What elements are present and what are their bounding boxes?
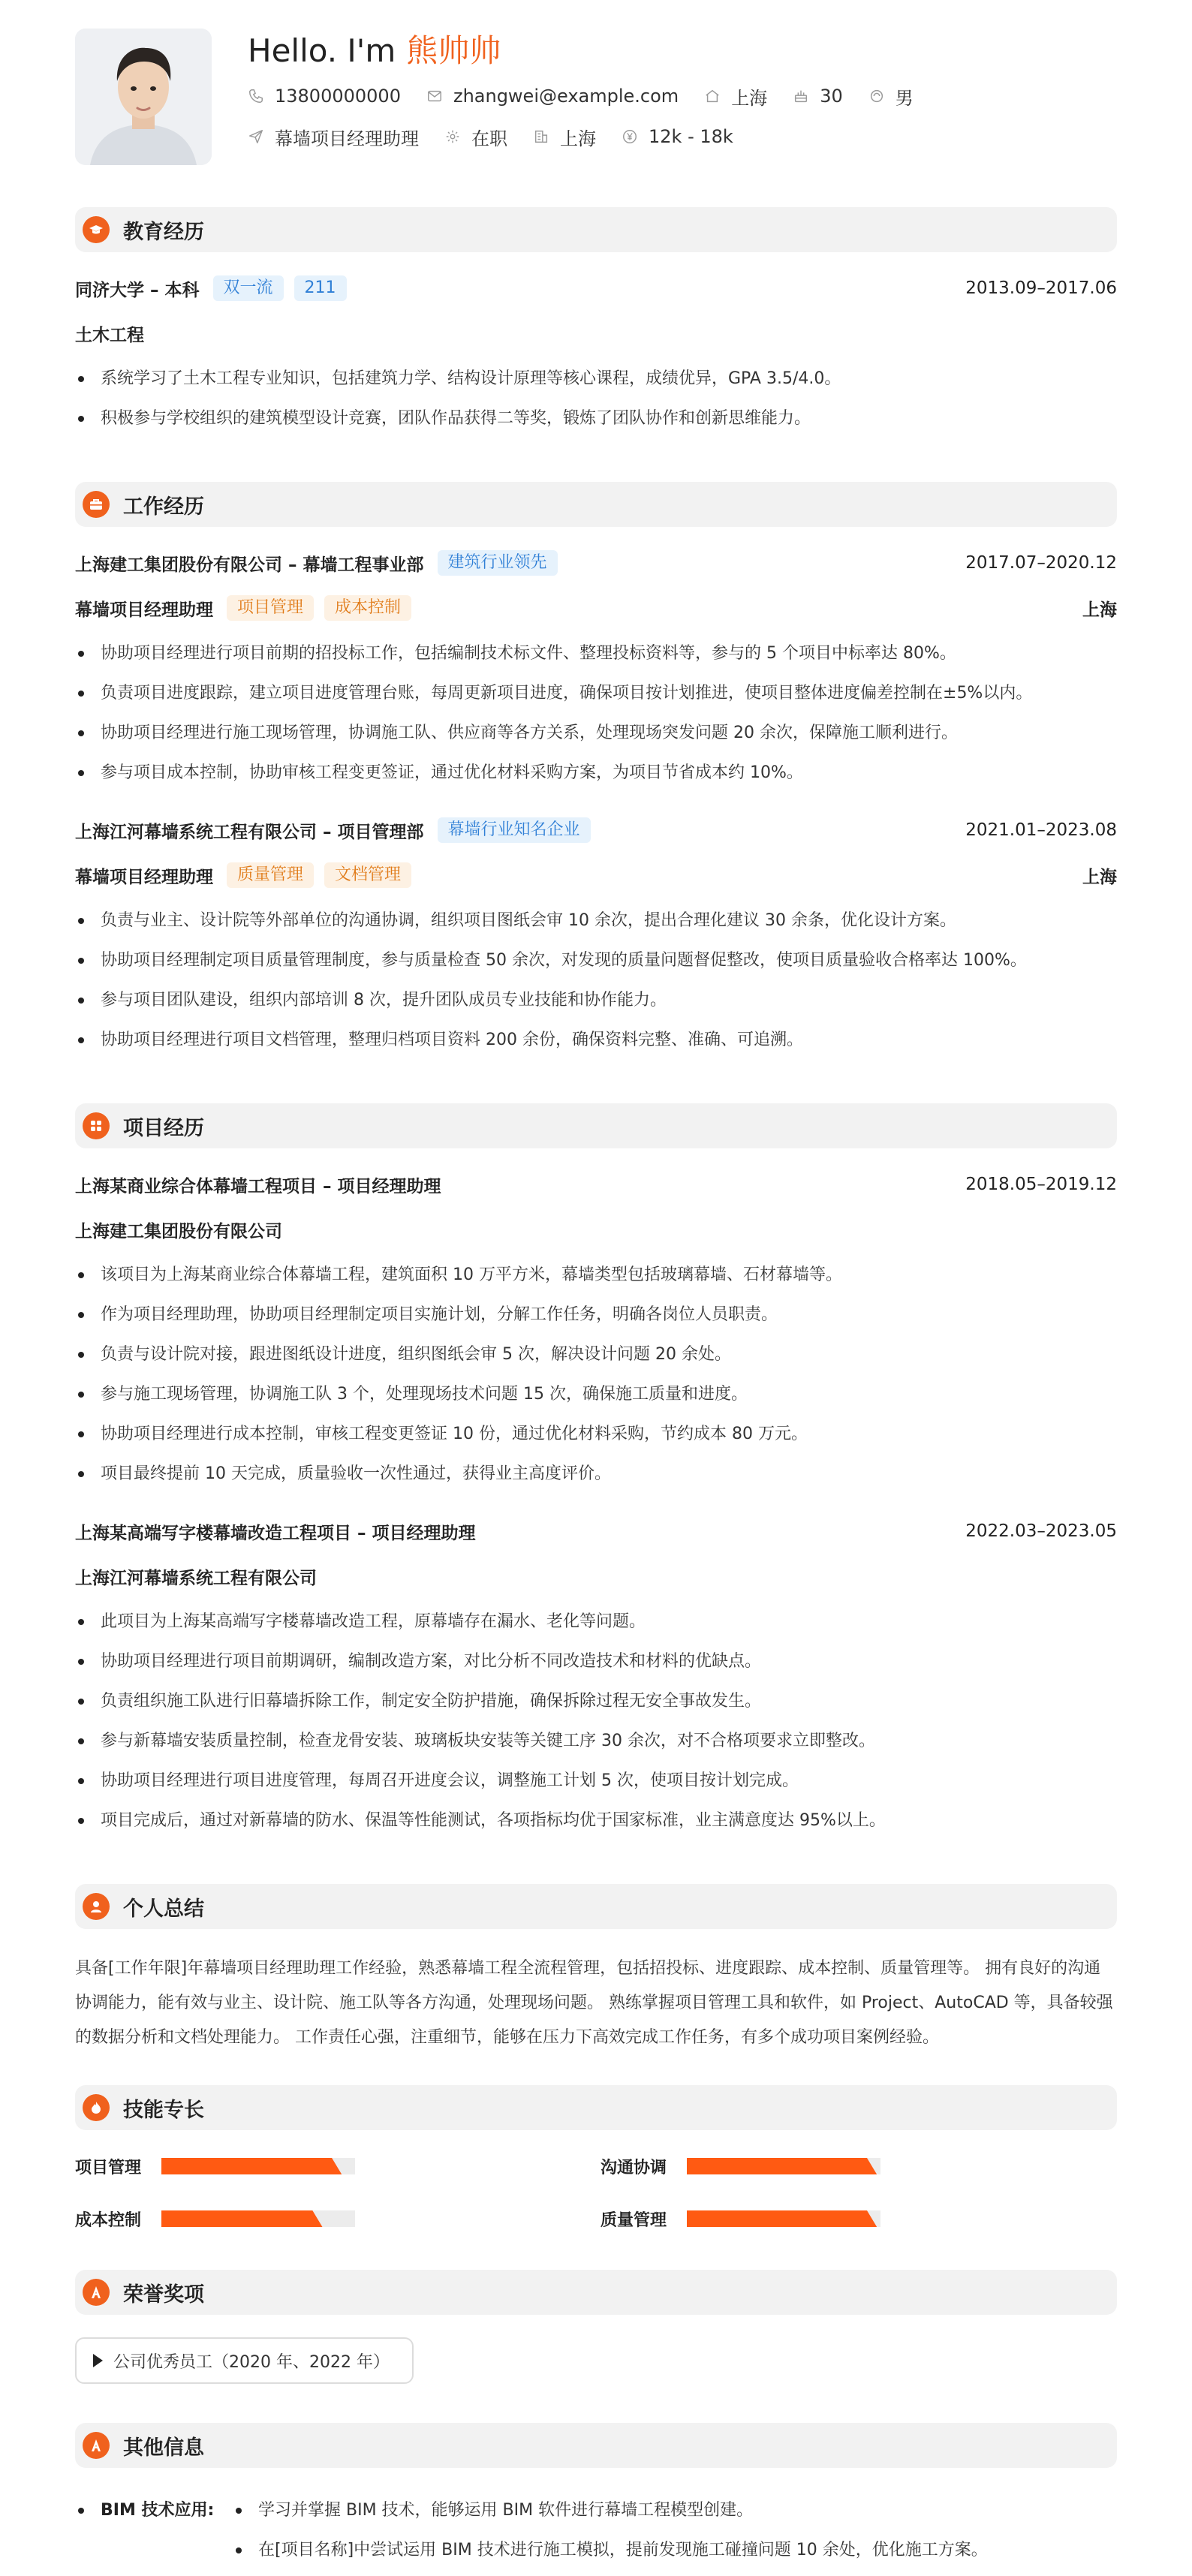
position-text: 幕墙项目经理助理 (275, 128, 419, 149)
other-entry (75, 2490, 1117, 2570)
skill-fill-tip (306, 2210, 323, 2227)
skills-heading (75, 2085, 1117, 2130)
position-item (248, 124, 419, 150)
role-tag: 文档管理 (324, 862, 411, 888)
yen-icon (622, 128, 638, 145)
skill-bar (687, 2158, 880, 2174)
list-item: 协助项目经理进行项目文档管理，整理归档项目资料 200 余份，确保资料完整、准确、可追溯。 (75, 1020, 1117, 1060)
building-icon (533, 128, 549, 145)
education-section (75, 207, 1117, 438)
skill-item (601, 2208, 1126, 2229)
resume-header (75, 29, 1117, 168)
location-text: 上海 (731, 87, 768, 109)
summary-heading (75, 1884, 1117, 1929)
skills-grid (75, 2156, 1117, 2229)
project-name: 上海某高端写字楼幕墙改造工程项目 – 项目经理助理 (75, 1523, 476, 1543)
skill-name: 项目管理 (75, 2158, 142, 2177)
list-item: 参与新幕墙安装质量控制，检查龙骨安装、玻璃板块安装等关键工序 30 余次，对不合格项要求立即整改。 (75, 1721, 1117, 1761)
gender-item (868, 83, 914, 110)
role-tag: 质量管理 (227, 862, 314, 888)
home-icon (704, 88, 721, 104)
company-tag: 建筑行业领先 (438, 550, 558, 576)
role-tag: 成本控制 (324, 595, 411, 621)
flame-icon (83, 2094, 110, 2121)
list-item: 协助项目经理进行项目进度管理，每周召开进度会议，调整施工计划 5 次，使项目按计划完成。 (75, 1761, 1117, 1801)
skill-name: 成本控制 (75, 2210, 142, 2230)
email-address: zhangwei@example.com (453, 86, 679, 107)
skill-fill-tip (860, 2210, 877, 2227)
work-date: 2017.07–2020.12 (965, 553, 1117, 573)
graduation-cap-icon (83, 216, 110, 243)
other-title: 其他信息 (123, 2436, 204, 2460)
company-tag: 幕墙行业知名企业 (438, 817, 591, 843)
send-icon (248, 128, 264, 145)
contact-row (248, 83, 939, 110)
list-item: 负责组织施工队进行旧幕墙拆除工作，制定安全防护措施，确保拆除过程无安全事故发生。 (75, 1681, 1117, 1721)
honors-section (75, 2270, 1117, 2384)
skills-title: 技能专长 (123, 2098, 204, 2122)
project-bullets (75, 1255, 1117, 1494)
skill-fill (161, 2210, 307, 2227)
skill-fill (687, 2210, 861, 2227)
education-heading (75, 207, 1117, 252)
phone-icon (248, 88, 264, 104)
role-name: 幕墙项目经理助理 (75, 600, 213, 620)
projects-section (75, 1103, 1117, 1840)
project-entry (75, 1171, 1117, 1494)
mail-icon (426, 88, 443, 104)
role-tag: 项目管理 (227, 595, 314, 621)
list-item: 项目完成后，通过对新幕墙的防水、保温等性能测试，各项指标均优于国家标准，业主满意度达 95%以上。 (75, 1801, 1117, 1840)
projects-title: 项目经历 (123, 1116, 204, 1140)
skill-bar (161, 2210, 355, 2227)
skill-item (75, 2208, 601, 2229)
skill-fill-tip (860, 2158, 877, 2174)
award-icon (83, 2279, 110, 2306)
work-entry (75, 549, 1117, 793)
school-tag: 211 (294, 275, 347, 301)
list-item: 项目最终提前 10 天完成，质量验收一次性通过，获得业主高度评价。 (75, 1454, 1117, 1494)
project-entry (75, 1518, 1117, 1840)
status-icon (444, 128, 461, 145)
other-label: BIM 技术应用: (75, 2490, 233, 2570)
other-bullets (233, 2490, 988, 2570)
education-date: 2013.09–2017.06 (965, 278, 1117, 298)
phone-number: 13800000000 (275, 86, 401, 107)
project-bullets (75, 1602, 1117, 1840)
project-company: 上海江河幕墙系统工程有限公司 (75, 1568, 317, 1588)
list-item: 系统学习了土木工程专业知识，包括建筑力学、结构设计原理等核心课程，成绩优异，GPA 3.5/4.0。 (75, 359, 1117, 399)
phone-item (248, 86, 401, 107)
list-item: 协助项目经理制定项目质量管理制度，参与质量检查 50 余次，对发现的质量问题督促整改，使项目质量验收合格率达 100%。 (75, 940, 1117, 980)
age-text: 30 (820, 86, 843, 107)
salary-text: 12k - 18k (649, 126, 733, 147)
work-city: 上海 (1082, 867, 1117, 887)
gender-text: 男 (895, 87, 914, 109)
salary-item (622, 126, 733, 147)
major-row (75, 320, 1117, 347)
project-company: 上海建工集团股份有限公司 (75, 1221, 282, 1241)
city-text: 上海 (560, 128, 596, 149)
gender-icon (868, 88, 885, 104)
list-item: 积极参与学校组织的建筑模型设计竞赛，团队作品获得二等奖，锻炼了团队协作和创新思维能力。 (75, 399, 1117, 438)
work-section (75, 482, 1117, 1060)
summary-title: 个人总结 (123, 1897, 204, 1921)
age-item (793, 86, 843, 107)
project-company-row (75, 1563, 1117, 1590)
company-row (75, 549, 1117, 576)
skill-bar (161, 2158, 355, 2174)
work-title: 工作经历 (123, 495, 204, 519)
work-heading (75, 482, 1117, 527)
list-item: 负责与设计院对接，跟进图纸设计进度，组织图纸会审 5 次，解决设计问题 20 余处。 (75, 1335, 1117, 1374)
list-item: 作为项目经理助理，协助项目经理制定项目实施计划，分解工作任务，明确各岗位人员职责。 (75, 1295, 1117, 1335)
project-row (75, 1171, 1117, 1198)
list-item: 参与施工现场管理，协调施工队 3 个，处理现场技术问题 15 次，确保施工质量和进度。 (75, 1374, 1117, 1414)
school-name: 同济大学 – 本科 (75, 280, 200, 300)
list-item: 在[项目名称]中尝试运用 BIM 技术进行施工模拟，提前发现施工碰撞问题 10 余处，优化施工方案。 (233, 2530, 988, 2570)
major-name: 土木工程 (75, 325, 144, 345)
skill-name: 质量管理 (601, 2210, 667, 2230)
job-intent-row (248, 123, 939, 150)
school-tag: 双一流 (213, 275, 284, 301)
work-bullets (75, 901, 1117, 1060)
work-city: 上海 (1082, 600, 1117, 620)
education-title: 教育经历 (123, 220, 204, 244)
person-icon (83, 1893, 110, 1920)
project-row (75, 1518, 1117, 1545)
skill-fill (161, 2158, 326, 2174)
role-name: 幕墙项目经理助理 (75, 867, 213, 887)
greeting (248, 30, 939, 72)
list-item: 学习并掌握 BIM 技术，能够运用 BIM 软件进行幕墙工程模型创建。 (233, 2490, 988, 2530)
skill-item (601, 2156, 1126, 2177)
other-section (75, 2423, 1117, 2570)
projects-heading (75, 1103, 1117, 1148)
honors-title: 荣誉奖项 (123, 2283, 204, 2307)
location-item (704, 83, 767, 110)
project-name: 上海某商业综合体幕墙工程项目 – 项目经理助理 (75, 1176, 441, 1196)
greeting-text: Hello. I'm (248, 32, 396, 69)
list-item: 协助项目经理进行项目前期的招投标工作，包括编制技术标文件、整理投标资料等，参与的 5 个项目中标率达 80%。 (75, 633, 1117, 673)
grid-icon (83, 1112, 110, 1139)
avatar (75, 29, 212, 165)
list-item: 负责项目进度跟踪，建立项目进度管理台账，每周更新项目进度，确保项目按计划推进，使项目整体进度偏差控制在±5%以内。 (75, 673, 1117, 713)
list-item: 协助项目经理进行施工现场管理，协调施工队、供应商等各方关系，处理现场突发问题 20 余次，保障施工顺利进行。 (75, 713, 1117, 753)
cake-icon (793, 88, 809, 104)
education-entry (75, 275, 1117, 438)
school-row (75, 275, 1117, 302)
skill-bar (687, 2210, 880, 2227)
skill-item (75, 2156, 601, 2177)
skill-fill (687, 2158, 861, 2174)
status-text: 在职 (471, 128, 507, 149)
list-item: 参与项目团队建设，组织内部培训 8 次，提升团队成员专业技能和协作能力。 (75, 980, 1117, 1020)
list-item: 负责与业主、设计院等外部单位的沟通协调，组织项目图纸会审 10 余次，提出合理化建议 30 余条，优化设计方案。 (75, 901, 1117, 940)
summary-section (75, 1884, 1117, 2055)
list-item: 该项目为上海某商业综合体幕墙工程，建筑面积 10 万平方米，幕墙类型包括玻璃幕墙、石材幕墙等。 (75, 1255, 1117, 1295)
list-item: 协助项目经理进行项目前期调研，编制改造方案，对比分析不同改造技术和材料的优缺点。 (75, 1642, 1117, 1681)
project-date: 2018.05–2019.12 (965, 1175, 1117, 1194)
list-item: 此项目为上海某高端写字楼幕墙改造工程，原幕墙存在漏水、老化等问题。 (75, 1602, 1117, 1642)
project-company-row (75, 1216, 1117, 1243)
triangle-right-icon (93, 2354, 103, 2367)
list-item: 协助项目经理进行成本控制，审核工程变更签证 10 份，通过优化材料采购，节约成本 80 万元。 (75, 1414, 1117, 1454)
honor-item[interactable] (75, 2337, 414, 2384)
project-date: 2022.03–2023.05 (965, 1521, 1117, 1541)
city-item (533, 124, 596, 150)
company-name: 上海建工集团股份有限公司 – 幕墙工程事业部 (75, 555, 424, 575)
work-bullets (75, 633, 1117, 793)
other-heading (75, 2423, 1117, 2468)
skill-name: 沟通协调 (601, 2158, 667, 2177)
role-row (75, 594, 1117, 621)
company-row (75, 817, 1117, 844)
role-row (75, 862, 1117, 889)
list-item: 参与项目成本控制，协助审核工程变更签证，通过优化材料采购方案，为项目节省成本约 10%。 (75, 753, 1117, 793)
honor-text: 公司优秀员工（2020 年、2022 年） (113, 2352, 390, 2372)
info-icon (83, 2432, 110, 2459)
work-date: 2021.01–2023.08 (965, 820, 1117, 840)
work-entry (75, 817, 1117, 1060)
skill-fill-tip (325, 2158, 342, 2174)
education-bullets (75, 359, 1117, 438)
skills-section (75, 2085, 1117, 2229)
briefcase-icon (83, 491, 110, 518)
honors-heading (75, 2270, 1117, 2315)
email-item (426, 86, 679, 107)
company-name: 上海江河幕墙系统工程有限公司 – 项目管理部 (75, 822, 424, 842)
status-item (444, 124, 507, 150)
candidate-name: 熊帅帅 (406, 32, 501, 69)
summary-text: 具备[工作年限]年幕墙项目经理助理工作经验，熟悉幕墙工程全流程管理，包括招投标、进度跟踪、成本控制、质量管理等。 拥有良好的沟通协调能力，能有效与业主、设计院、施工队等各方沟通，处理现场问题。 熟练掌握项目管理工具和软件，如 Project、AutoCAD 等，具备较强的数据分析和文档处理能力。 工作责任心强，注重细节，能够在压力下高效完成工作任务，有多个成功项目案例经验。 (75, 1959, 1113, 2047)
